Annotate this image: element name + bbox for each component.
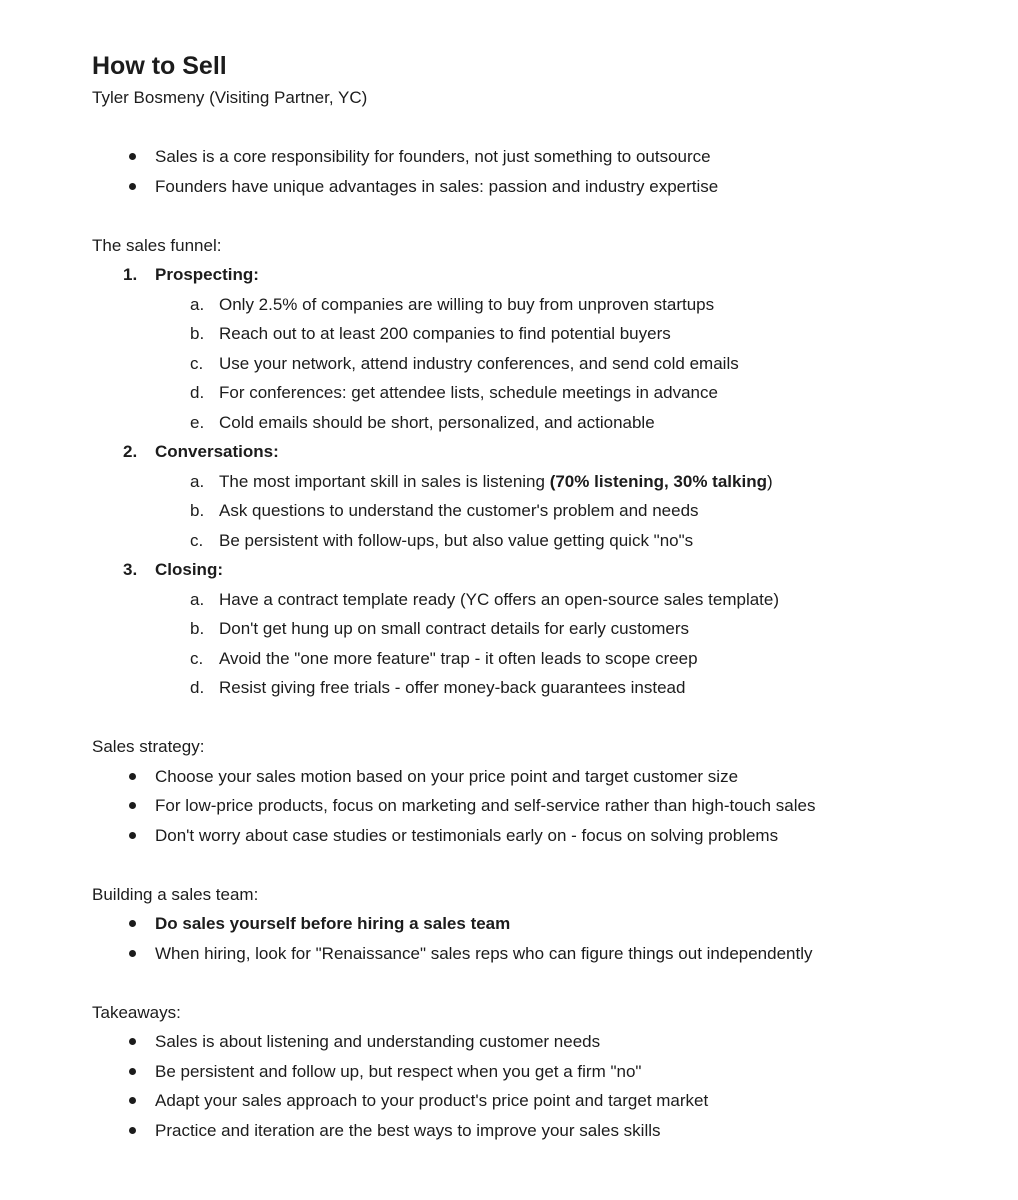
letter-marker <box>92 585 219 615</box>
bullet-marker <box>92 1116 155 1146</box>
bullet-marker <box>92 1086 155 1116</box>
lettered-item <box>92 290 998 320</box>
bullet-marker <box>92 1057 155 1087</box>
page-title: How to Sell <box>92 52 227 80</box>
list-item-text: For conferences: get attendee lists, schedule meetings in advance <box>219 383 718 402</box>
list-item-text: Cold emails should be short, personalized, and actionable <box>219 412 655 432</box>
lettered-item <box>92 614 998 644</box>
text-bold: (70% listening, 30% talking <box>549 471 767 491</box>
list-letter: b. <box>190 324 205 343</box>
bullet-marker <box>92 791 155 821</box>
list-item-text: Only 2.5% of companies are willing to buy from unproven startups <box>219 294 715 314</box>
list-item <box>92 1027 998 1057</box>
list-item <box>92 172 998 202</box>
spacer <box>92 850 998 880</box>
list-item-text: Founders have unique advantages in sales: passion and industry expertise <box>155 176 719 196</box>
list-item-text <box>219 467 773 497</box>
bullet-marker <box>92 939 155 969</box>
list-item <box>92 1116 998 1146</box>
spacer <box>92 201 998 231</box>
letter-marker <box>92 526 219 556</box>
list-number: 2. <box>123 442 138 461</box>
lettered-item <box>92 585 998 615</box>
numbered-item <box>92 555 998 585</box>
bullet-icon <box>129 773 136 780</box>
list-item-text: Practice and iteration are the best ways to improve your sales skills <box>155 1120 661 1140</box>
bullet-marker <box>92 762 155 792</box>
bullet-icon <box>129 153 136 160</box>
list-letter: d. <box>190 678 205 697</box>
step-label: Closing: <box>155 560 223 579</box>
bullet-icon <box>129 1068 136 1075</box>
list-letter: e. <box>190 412 205 432</box>
list-number: 3. <box>123 560 138 579</box>
bullet-marker <box>92 909 155 939</box>
section-heading-strategy: Sales strategy: <box>92 737 205 756</box>
list-letter: a. <box>190 589 205 609</box>
letter-marker <box>92 349 219 379</box>
list-number: 1. <box>123 265 138 284</box>
step-label: Prospecting: <box>155 265 259 284</box>
bullet-icon <box>129 1097 136 1104</box>
list-letter: b. <box>190 619 205 638</box>
bullet-icon <box>129 1127 136 1134</box>
list-item-text: For low-price products, focus on marketing and self-service rather than high-touch sales <box>155 796 816 815</box>
list-item-text: Be persistent and follow up, but respect when you get a firm "no" <box>155 1061 642 1081</box>
list-item <box>92 142 998 172</box>
spacer <box>92 968 998 998</box>
list-letter: a. <box>190 294 205 314</box>
list-item-text: Reach out to at least 200 companies to find potential buyers <box>219 324 671 343</box>
list-item-text: Ask questions to understand the customer's problem and needs <box>219 501 699 520</box>
lettered-item <box>92 673 998 703</box>
lettered-item <box>92 408 998 438</box>
lettered-item <box>92 319 998 349</box>
bullet-icon <box>129 802 136 809</box>
number-marker <box>92 437 155 467</box>
bullet-icon <box>129 183 136 190</box>
lettered-item <box>92 526 998 556</box>
list-letter: c. <box>190 353 204 373</box>
letter-marker <box>92 319 219 349</box>
bullet-marker <box>92 1027 155 1057</box>
number-marker <box>92 260 155 290</box>
section-heading-funnel: The sales funnel: <box>92 235 222 255</box>
lettered-item <box>92 349 998 379</box>
list-item-text: Choose your sales motion based on your price point and target customer size <box>155 766 739 786</box>
list-item-text: Don't worry about case studies or testimonials early on - focus on solving problems <box>155 825 779 845</box>
list-item-text: Don't get hung up on small contract details for early customers <box>219 619 690 638</box>
text-prefix: The most important skill in sales is listening <box>219 471 550 491</box>
spacer <box>92 113 998 143</box>
list-item-text: Sales is a core responsibility for founders, not just something to outsource <box>155 147 711 166</box>
list-item-text: Use your network, attend industry conferences, and send cold emails <box>219 353 739 373</box>
letter-marker <box>92 290 219 320</box>
list-item <box>92 762 998 792</box>
lettered-item <box>92 644 998 674</box>
letter-marker <box>92 467 219 497</box>
lettered-item <box>92 496 998 526</box>
list-letter: c. <box>190 530 204 550</box>
step-label: Conversations: <box>155 442 279 461</box>
bullet-icon <box>129 1038 136 1045</box>
lettered-item <box>92 378 998 408</box>
bullet-marker <box>92 821 155 851</box>
bullet-marker <box>92 142 155 172</box>
letter-marker <box>92 673 219 703</box>
list-letter: a. <box>190 471 205 491</box>
list-item-text: Have a contract template ready (YC offers an open-source sales template) <box>219 589 780 609</box>
list-letter: c. <box>190 648 204 668</box>
letter-marker <box>92 496 219 526</box>
letter-marker <box>92 644 219 674</box>
lettered-item <box>92 467 998 497</box>
list-letter: d. <box>190 383 205 402</box>
list-item <box>92 909 998 939</box>
bullet-icon <box>129 832 136 839</box>
bullet-marker <box>92 172 155 202</box>
bullet-icon <box>129 950 136 957</box>
list-item <box>92 821 998 851</box>
bullet-icon <box>129 920 136 927</box>
number-marker <box>92 555 155 585</box>
doc-subtitle: Tyler Bosmeny (Visiting Partner, YC) <box>92 88 368 107</box>
section-heading-takeaways: Takeaways: <box>92 1002 181 1022</box>
list-item-text: When hiring, look for "Renaissance" sales reps who can figure things out independently <box>155 943 813 963</box>
list-item-text: Be persistent with follow-ups, but also value getting quick "no"s <box>219 530 694 550</box>
list-item <box>92 1057 998 1087</box>
letter-marker <box>92 378 219 408</box>
list-letter: b. <box>190 501 205 520</box>
list-item <box>92 939 998 969</box>
section-heading-team: Building a sales team: <box>92 884 259 904</box>
list-item-text: Resist giving free trials - offer money-back guarantees instead <box>219 678 686 697</box>
spacer <box>92 703 998 733</box>
numbered-item <box>92 437 998 467</box>
list-item <box>92 791 998 821</box>
text-suffix: ) <box>766 471 773 491</box>
list-item-text: Avoid the "one more feature" trap - it often leads to scope creep <box>219 648 698 668</box>
list-item-text: Sales is about listening and understanding customer needs <box>155 1032 601 1051</box>
letter-marker <box>92 408 219 438</box>
list-item-text: Do sales yourself before hiring a sales team <box>155 914 511 933</box>
letter-marker <box>92 614 219 644</box>
numbered-item <box>92 260 998 290</box>
list-item-text: Adapt your sales approach to your product's price point and target market <box>155 1091 709 1110</box>
list-item <box>92 1086 998 1116</box>
